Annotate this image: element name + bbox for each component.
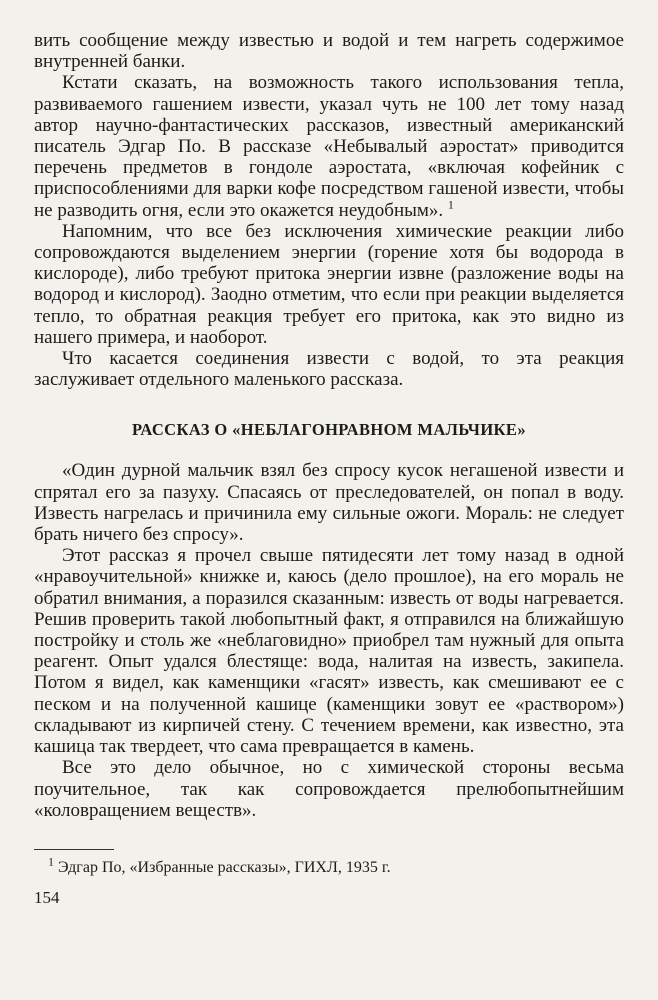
- paragraph-2-text: Кстати сказать, на возможность такого использования тепла, развиваемого гашением извести, указал чуть не 100 лет тому назад автор научно-фантастических рассказов, известный американский писатель Эдгар По. В рассказе «Небывалый аэростат» приводится перечень предметов в гондоле аэростата, «включая кофейник с приспособлениями для варки кофе посредством гашеной извести, чтобы не разводить огня, если это окажется неудобным».: [34, 72, 624, 221]
- page: [34, 30, 624, 908]
- paragraph-2: [34, 72, 624, 220]
- footnote-reference[interactable]: 1: [447, 197, 454, 212]
- footnote: [34, 854, 624, 878]
- paragraph-4: Что касается соединения извести с водой, то эта реакция заслуживает отдельного маленького рассказа.: [34, 348, 624, 391]
- footnote-marker: 1: [48, 854, 54, 869]
- paragraph-1: вить сообщение между известью и водой и тем нагреть содержимое внутренней банки.: [34, 30, 624, 73]
- footnote-divider: [34, 849, 114, 850]
- story-paragraph-3: Все это дело обычное, но с химической стороны весьма поучительное, так как сопровождается прелюбопытнейшим «коловращением веществ».: [34, 757, 624, 821]
- story-paragraph-2: Этот рассказ я прочел свыше пятидесяти лет тому назад в одной «нравоучительной» книжке и, каюсь (дело прошлое), на его мораль не обратил внимания, а поразился сказанным: известь от воды нагревается. Решив проверить такой любопытный факт, я отправился на ближайшую постройку и столь же «неблаговидно» приобрел там нужный для опыта реагент. Опыт удался блестяще: вода, налитая на известь, закипела. Потом я видел, как каменщики «гасят» известь, как смешивают ее с песком и на полученной кашице (каменщики зовут ее «раствором») складывают из кирпичей стену. С течением времени, как известно, эта кашица так твердеет, что сама превращается в камень.: [34, 545, 624, 758]
- section-heading: РАССКАЗ О «НЕБЛАГОНРАВНОМ МАЛЬЧИКЕ»: [132, 420, 526, 440]
- page-number: 154: [34, 887, 60, 907]
- footnote-text: Эдгар По, «Избранные рассказы», ГИХЛ, 1935 г.: [58, 858, 391, 876]
- story-paragraph-1: «Один дурной мальчик взял без спросу кусок негашеной извести и спрятал его за пазуху. Спасаясь от преследователей, он попал в воду. Известь нагрелась и причинила ему сильные ожоги. Мораль: не следует брать ничего без спросу».: [34, 460, 624, 546]
- paragraph-3: Напомним, что все без исключения химические реакции либо сопровождаются выделением энергии (горение хотя бы водорода в кислороде), либо требуют притока энергии извне (разложение воды на водород и кислород). Заодно отметим, что если при реакции выделяется тепло, то обратная реакция требует его притока, как это видно из нашего примера, и наоборот.: [34, 220, 624, 348]
